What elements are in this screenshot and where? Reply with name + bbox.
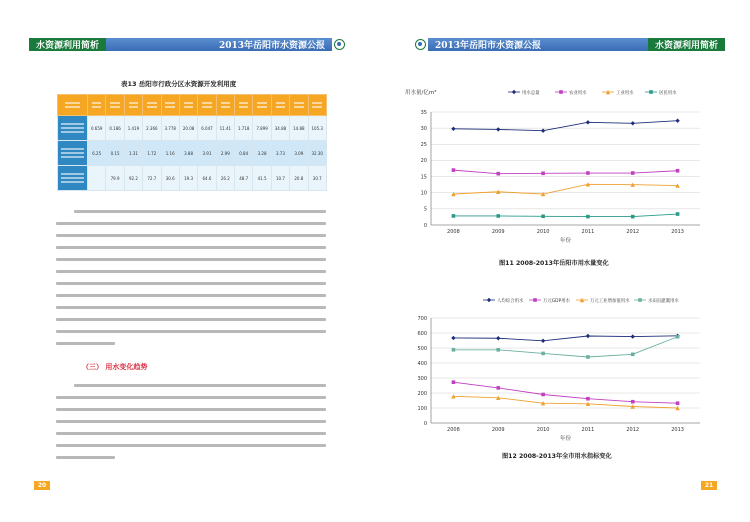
data-point — [586, 120, 590, 124]
table-cell: 79.9 — [106, 166, 124, 191]
data-point — [586, 397, 590, 401]
series-line — [453, 337, 677, 357]
text-line-placeholder — [56, 444, 326, 447]
table-cell: 1.419 — [124, 116, 142, 141]
bureau-logo-icon — [415, 39, 426, 50]
header-report-title: 2013年岳阳市水资源公报 — [106, 38, 332, 51]
table-cell: 1.72 — [143, 141, 161, 166]
y-tick-label: 0 — [423, 222, 427, 229]
table-cell: 30.7 — [308, 166, 327, 191]
x-tick-label: 2013 — [671, 427, 684, 433]
y-tick-label: 100 — [417, 405, 427, 412]
table-cell: 105.3 — [308, 116, 327, 141]
x-axis-title: 年份 — [559, 436, 572, 442]
data-point — [586, 334, 590, 338]
data-point — [649, 90, 653, 94]
y-tick-label: 30 — [420, 125, 427, 132]
text-line-placeholder — [56, 270, 326, 273]
data-point — [631, 334, 635, 338]
data-point — [676, 169, 680, 173]
data-point — [452, 168, 456, 172]
data-point — [512, 90, 516, 94]
x-tick-label: 2009 — [491, 427, 505, 433]
data-point — [451, 127, 455, 131]
data-point — [533, 298, 537, 302]
data-point — [541, 129, 545, 133]
text-line-placeholder — [56, 246, 326, 249]
table-header-cell — [198, 95, 216, 116]
section-heading: （三） 用水变化趋势 — [82, 363, 148, 371]
series-line — [453, 170, 677, 174]
legend-label: 水田亩灌溉用水 — [648, 298, 679, 304]
resource-use-table — [57, 94, 327, 190]
x-tick-label: 2013 — [671, 229, 684, 235]
text-line-placeholder — [56, 330, 326, 333]
table-cell: 0.84 — [235, 141, 253, 166]
table-cell: 3.28 — [253, 141, 271, 166]
x-axis-title: 年份 — [559, 238, 572, 244]
x-tick-label: 2009 — [491, 229, 505, 235]
table-row-header — [58, 141, 88, 166]
text-line-placeholder — [56, 234, 326, 237]
table-cell: 32.30 — [308, 141, 327, 166]
data-point — [541, 393, 545, 397]
figure-12-caption: 图12 2008-2013年全市用水指标变化 — [502, 453, 612, 460]
x-tick-label: 2012 — [626, 229, 640, 235]
table-cell: 1.31 — [124, 141, 142, 166]
data-point — [452, 380, 456, 384]
x-tick-label: 2008 — [447, 229, 460, 235]
data-point — [541, 352, 545, 356]
table-cell: 14.88 — [290, 116, 308, 141]
text-line-placeholder — [56, 306, 326, 309]
series-1 — [451, 119, 680, 133]
table-cell: 0.15 — [106, 141, 124, 166]
series-2 — [452, 380, 680, 405]
table-cell: 1.718 — [235, 116, 253, 141]
data-point — [452, 348, 456, 352]
text-line-placeholder — [56, 294, 326, 297]
page-number: 20 — [34, 481, 50, 490]
data-point — [452, 214, 456, 218]
left-page-header — [29, 38, 347, 51]
table-cell: 48.7 — [235, 166, 253, 191]
header-section-title: 水资源利用简析 — [648, 38, 725, 51]
water-use-indicator-chart — [375, 292, 750, 442]
table-cell: 1.16 — [161, 141, 179, 166]
legend-label: 农业用水 — [569, 90, 587, 96]
series-2 — [452, 168, 680, 175]
data-point — [676, 335, 680, 339]
table-cell: 3.778 — [161, 116, 179, 141]
table-row-header — [58, 166, 88, 191]
table-cell: 92.2 — [124, 166, 142, 191]
x-tick-label: 2010 — [536, 229, 550, 235]
text-line-placeholder — [56, 282, 326, 285]
series-line — [453, 336, 677, 341]
data-point — [631, 400, 635, 404]
y-tick-label: 0 — [423, 420, 427, 427]
x-tick-label: 2010 — [536, 427, 550, 433]
y-tick-label: 400 — [417, 360, 427, 367]
text-line-placeholder — [56, 342, 115, 345]
x-tick-label: 2012 — [626, 427, 640, 433]
body-paragraph-1 — [56, 210, 326, 354]
chart-legend — [508, 89, 677, 96]
data-point — [631, 215, 635, 219]
x-tick-label: 2008 — [447, 427, 460, 433]
data-point — [631, 121, 635, 125]
table-header-cell — [308, 95, 327, 116]
right-page — [375, 0, 750, 522]
series-4 — [452, 212, 680, 218]
table-cell: 0.659 — [88, 116, 106, 141]
table-header-cell — [253, 95, 271, 116]
data-point — [451, 336, 455, 340]
y-tick-label: 5 — [423, 206, 427, 213]
table-row — [58, 141, 327, 166]
data-point — [496, 348, 500, 352]
table-cell: 72.7 — [143, 166, 161, 191]
text-line-placeholder — [56, 318, 326, 321]
table-header-row — [58, 95, 327, 116]
x-tick-label: 2011 — [581, 427, 595, 433]
table-row — [58, 116, 327, 141]
text-line-placeholder — [74, 384, 326, 387]
table-cell: 20.8 — [290, 166, 308, 191]
table-cell: 6.047 — [198, 116, 216, 141]
table-header-cell — [88, 95, 106, 116]
legend-label: 万元工业增加值用水 — [590, 298, 630, 304]
data-point — [631, 353, 635, 357]
legend-label: 人均综合用水 — [497, 298, 524, 304]
data-point — [541, 172, 545, 176]
y-tick-label: 20 — [420, 158, 427, 165]
table-header-cell — [290, 95, 308, 116]
data-point — [487, 298, 491, 302]
table-header-cell — [235, 95, 253, 116]
table-cell: 19.3 — [179, 166, 197, 191]
table-cell: 6.25 — [88, 141, 106, 166]
table-cell: 11.41 — [216, 116, 234, 141]
table-caption: 表13 岳阳市行政分区水资源开发利用度 — [121, 80, 237, 88]
text-line-placeholder — [56, 396, 326, 399]
x-tick-label: 2011 — [581, 229, 595, 235]
series-line — [453, 214, 677, 217]
data-point — [675, 119, 679, 123]
series-line — [453, 121, 677, 131]
table-cell: 3.91 — [198, 141, 216, 166]
text-line-placeholder — [56, 420, 326, 423]
data-point — [496, 386, 500, 390]
y-tick-label: 15 — [420, 174, 427, 181]
table-cell: 0.186 — [106, 116, 124, 141]
table-cell: 3.73 — [271, 141, 289, 166]
text-line-placeholder — [56, 258, 326, 261]
table-header-cell — [161, 95, 179, 116]
right-page-header — [413, 38, 725, 51]
y-tick-label: 300 — [417, 375, 427, 382]
y-tick-label: 700 — [417, 315, 427, 322]
chart-legend — [483, 297, 679, 304]
legend-label: 居民用水 — [659, 90, 677, 96]
data-point — [496, 336, 500, 340]
table-header-cell — [124, 95, 142, 116]
bureau-logo-icon — [334, 39, 345, 50]
data-point — [638, 298, 642, 302]
table-cell: 10.7 — [271, 166, 289, 191]
data-point — [676, 212, 680, 216]
table-cell: 3.88 — [179, 141, 197, 166]
page-number: 21 — [701, 481, 717, 490]
table-header-cell — [216, 95, 234, 116]
data-point — [586, 355, 590, 359]
series-3 — [451, 182, 680, 196]
y-tick-label: 200 — [417, 390, 427, 397]
table-header-cell — [143, 95, 161, 116]
data-point — [631, 171, 635, 175]
y-axis-title: 用水量/亿m³ — [405, 90, 437, 96]
legend-label: 万元GDP用水 — [543, 298, 570, 304]
y-tick-label: 500 — [417, 345, 427, 352]
legend-label: 用水总量 — [522, 90, 540, 96]
data-point — [586, 215, 590, 219]
table-row-header — [58, 116, 88, 141]
table-header-cell — [58, 95, 88, 116]
table-row — [58, 166, 327, 191]
table-cell — [88, 166, 106, 191]
text-line-placeholder — [56, 222, 326, 225]
text-line-placeholder — [56, 432, 326, 435]
table-cell: 64.6 — [198, 166, 216, 191]
series-line — [453, 382, 677, 403]
text-line-placeholder — [56, 408, 326, 411]
table-cell: 30.6 — [161, 166, 179, 191]
table-header-cell — [106, 95, 124, 116]
table-header-cell — [271, 95, 289, 116]
text-line-placeholder — [56, 456, 115, 459]
table-cell: 3.09 — [290, 141, 308, 166]
header-section-title: 水资源利用简析 — [29, 38, 106, 51]
table-cell: 26.2 — [216, 166, 234, 191]
table-cell: 2.99 — [216, 141, 234, 166]
header-report-title: 2013年岳阳市水资源公报 — [428, 38, 648, 51]
y-tick-label: 600 — [417, 330, 427, 337]
water-use-chart — [375, 80, 750, 252]
table-cell: 2.366 — [143, 116, 161, 141]
data-point — [541, 214, 545, 218]
table-cell: 41.5 — [253, 166, 271, 191]
y-tick-label: 25 — [420, 142, 427, 149]
legend-label: 工业用水 — [616, 90, 634, 96]
text-line-placeholder — [74, 210, 326, 213]
table-cell: 20.08 — [179, 116, 197, 141]
table-cell: 7.899 — [253, 116, 271, 141]
data-point — [586, 171, 590, 175]
y-tick-label: 35 — [420, 109, 427, 116]
y-tick-label: 10 — [420, 190, 427, 197]
data-point — [496, 214, 500, 218]
data-point — [676, 401, 680, 405]
data-point — [541, 339, 545, 343]
body-paragraph-2 — [56, 384, 326, 468]
table-cell: 34.88 — [271, 116, 289, 141]
series-1 — [451, 334, 680, 343]
figure-11-caption: 图11 2008-2013年岳阳市用水量变化 — [499, 260, 609, 267]
data-point — [496, 172, 500, 176]
data-point — [559, 90, 563, 94]
table-header-cell — [179, 95, 197, 116]
